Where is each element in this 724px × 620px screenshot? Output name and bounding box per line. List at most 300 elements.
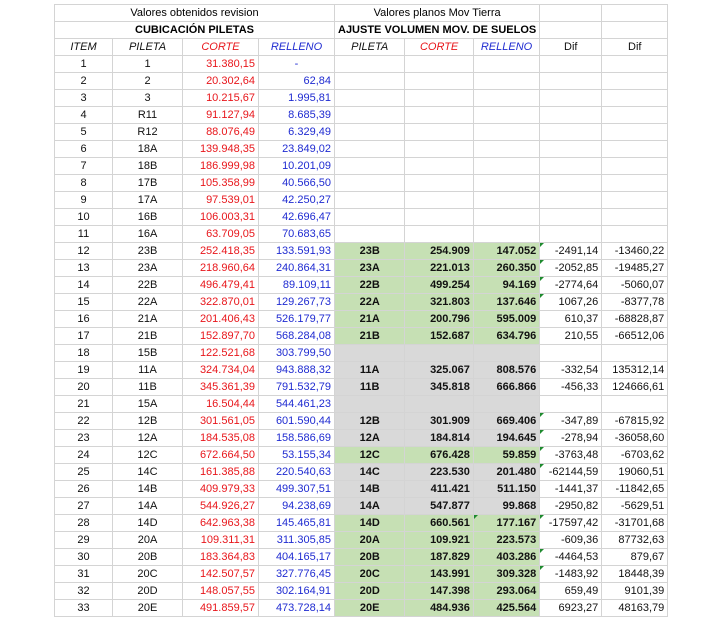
cell-corte[interactable]: 63.709,05	[183, 226, 259, 243]
cell-dif-2[interactable]: 135312,14	[602, 362, 668, 379]
cell-dif-2[interactable]: -68828,87	[602, 311, 668, 328]
cell-corte[interactable]: 148.057,55	[183, 583, 259, 600]
cell-pileta-2[interactable]: 21A	[335, 311, 405, 328]
cell-dif-2[interactable]: -13460,22	[602, 243, 668, 260]
cell-dif-1[interactable]: -609,36	[540, 532, 602, 549]
cell-relleno[interactable]: 40.566,50	[259, 175, 335, 192]
right-section-subtitle[interactable]: AJUSTE VOLUMEN MOV. DE SUELOS	[335, 22, 540, 39]
cell-item[interactable]: 24	[55, 447, 113, 464]
cell-corte[interactable]: 186.999,98	[183, 158, 259, 175]
cell-item[interactable]: 13	[55, 260, 113, 277]
left-section-title[interactable]: Valores obtenidos revision	[55, 5, 335, 22]
col-header-corte-2[interactable]: CORTE	[405, 39, 473, 56]
cell-item[interactable]: 30	[55, 549, 113, 566]
cell-pileta-2[interactable]: 20A	[335, 532, 405, 549]
cell-corte[interactable]: 88.076,49	[183, 124, 259, 141]
cell-relleno[interactable]: 70.683,65	[259, 226, 335, 243]
cell-pileta-2[interactable]	[335, 209, 405, 226]
cell-corte[interactable]: 105.358,99	[183, 175, 259, 192]
cell-relleno[interactable]: 220.540,63	[259, 464, 335, 481]
cell-corte-2[interactable]: 223.530	[405, 464, 473, 481]
cell-corte[interactable]: 16.504,44	[183, 396, 259, 413]
cell-pileta[interactable]: R11	[113, 107, 183, 124]
cell-item[interactable]: 3	[55, 90, 113, 107]
cell-dif-1[interactable]: 610,37	[540, 311, 602, 328]
cell-pileta[interactable]: 11B	[113, 379, 183, 396]
cell-pileta-2[interactable]	[335, 90, 405, 107]
cell-dif-2[interactable]: -8377,78	[602, 294, 668, 311]
cell-relleno-2[interactable]: 260.350	[473, 260, 539, 277]
left-section-subtitle[interactable]: CUBICACIÓN PILETAS	[55, 22, 335, 39]
cell-corte-2[interactable]	[405, 107, 473, 124]
cell-dif-1[interactable]: -17597,42	[540, 515, 602, 532]
cell-pileta-2[interactable]	[335, 56, 405, 73]
cell-pileta[interactable]: 20A	[113, 532, 183, 549]
cell-corte-2[interactable]: 321.803	[405, 294, 473, 311]
cell-dif-2[interactable]: -66512,06	[602, 328, 668, 345]
cell-relleno-2[interactable]	[473, 124, 539, 141]
cell-dif-1[interactable]	[540, 175, 602, 192]
cell-relleno-2[interactable]: 194.645	[473, 430, 539, 447]
cell-item[interactable]: 16	[55, 311, 113, 328]
cell-pileta[interactable]: 23A	[113, 260, 183, 277]
cell-relleno[interactable]: 791.532,79	[259, 379, 335, 396]
cell-dif-1[interactable]: -62144,59	[540, 464, 602, 481]
cell-corte-2[interactable]	[405, 141, 473, 158]
cell-dif-1[interactable]	[540, 158, 602, 175]
cell-relleno-2[interactable]: 634.796	[473, 328, 539, 345]
cell-relleno[interactable]: 42.696,47	[259, 209, 335, 226]
cell-corte[interactable]: 31.380,15	[183, 56, 259, 73]
cell-item[interactable]: 20	[55, 379, 113, 396]
cell-corte-2[interactable]: 547.877	[405, 498, 473, 515]
cell-corte-2[interactable]	[405, 226, 473, 243]
cell-pileta-2[interactable]	[335, 345, 405, 362]
cell-dif-1[interactable]	[540, 107, 602, 124]
cell-corte-2[interactable]	[405, 124, 473, 141]
cell-dif-1[interactable]: -278,94	[540, 430, 602, 447]
cell-dif-2[interactable]	[602, 158, 668, 175]
cell-relleno-2[interactable]	[473, 345, 539, 362]
cell-relleno-2[interactable]: 223.573	[473, 532, 539, 549]
cell-dif-2[interactable]	[602, 192, 668, 209]
cell-dif-1[interactable]	[540, 141, 602, 158]
cell-item[interactable]: 1	[55, 56, 113, 73]
cell-dif-2[interactable]: -11842,65	[602, 481, 668, 498]
cell-relleno[interactable]: 473.728,14	[259, 600, 335, 617]
cell-pileta[interactable]: 16B	[113, 209, 183, 226]
cell-item[interactable]: 2	[55, 73, 113, 90]
cell-dif-2[interactable]	[602, 124, 668, 141]
cell-pileta-2[interactable]	[335, 226, 405, 243]
cell-corte[interactable]: 642.963,38	[183, 515, 259, 532]
cell-pileta-2[interactable]	[335, 175, 405, 192]
cell-pileta-2[interactable]: 12C	[335, 447, 405, 464]
cell-relleno[interactable]: 568.284,08	[259, 328, 335, 345]
cell-relleno[interactable]: 327.776,45	[259, 566, 335, 583]
cell-dif-1[interactable]	[540, 396, 602, 413]
cell-relleno-2[interactable]: 666.866	[473, 379, 539, 396]
cell-pileta-2[interactable]	[335, 124, 405, 141]
col-header-corte[interactable]: CORTE	[183, 39, 259, 56]
cell-dif-2[interactable]	[602, 107, 668, 124]
cell-pileta-2[interactable]: 11A	[335, 362, 405, 379]
cell-item[interactable]: 4	[55, 107, 113, 124]
cell-item[interactable]: 14	[55, 277, 113, 294]
cell-item[interactable]: 26	[55, 481, 113, 498]
cell-dif-1[interactable]: -347,89	[540, 413, 602, 430]
cell-pileta[interactable]: 14C	[113, 464, 183, 481]
col-header-dif-2[interactable]: Dif	[602, 39, 668, 56]
cell-item[interactable]: 33	[55, 600, 113, 617]
cell-corte-2[interactable]: 301.909	[405, 413, 473, 430]
cell-corte-2[interactable]: 660.561	[405, 515, 473, 532]
col-header-relleno-2[interactable]: RELLENO	[473, 39, 539, 56]
cell-pileta-2[interactable]: 20C	[335, 566, 405, 583]
cell-corte-2[interactable]: 109.921	[405, 532, 473, 549]
cell-item[interactable]: 25	[55, 464, 113, 481]
cell-relleno[interactable]: 10.201,09	[259, 158, 335, 175]
col-header-relleno[interactable]: RELLENO	[259, 39, 335, 56]
cell-relleno[interactable]: 6.329,49	[259, 124, 335, 141]
cell-relleno-2[interactable]	[473, 158, 539, 175]
col-header-item[interactable]: ITEM	[55, 39, 113, 56]
cell-pileta-2[interactable]	[335, 73, 405, 90]
cell-corte[interactable]: 252.418,35	[183, 243, 259, 260]
cell-corte[interactable]: 109.311,31	[183, 532, 259, 549]
cell-relleno-2[interactable]: 669.406	[473, 413, 539, 430]
cell-dif-1[interactable]: 6923,27	[540, 600, 602, 617]
cell-dif-1[interactable]	[540, 124, 602, 141]
cell-pileta-2[interactable]: 20D	[335, 583, 405, 600]
cell-dif-2[interactable]	[602, 175, 668, 192]
cell-pileta[interactable]: 18A	[113, 141, 183, 158]
cell-relleno-2[interactable]	[473, 396, 539, 413]
cell-pileta[interactable]: 20B	[113, 549, 183, 566]
cell-relleno-2[interactable]	[473, 141, 539, 158]
cell-corte[interactable]: 324.734,04	[183, 362, 259, 379]
cell-corte-2[interactable]	[405, 345, 473, 362]
cell-relleno[interactable]: 129.267,73	[259, 294, 335, 311]
cell-relleno-2[interactable]: 147.052	[473, 243, 539, 260]
cell-corte[interactable]: 491.859,57	[183, 600, 259, 617]
cell-item[interactable]: 5	[55, 124, 113, 141]
cell-corte[interactable]: 345.361,39	[183, 379, 259, 396]
cell-relleno-2[interactable]	[473, 73, 539, 90]
cell-dif-2[interactable]: -36058,60	[602, 430, 668, 447]
cell-dif-1[interactable]: -332,54	[540, 362, 602, 379]
cell-pileta-2[interactable]	[335, 107, 405, 124]
cell-dif-2[interactable]	[602, 396, 668, 413]
cell-corte-2[interactable]	[405, 209, 473, 226]
cell-item[interactable]: 22	[55, 413, 113, 430]
cell-pileta-2[interactable]: 12B	[335, 413, 405, 430]
cell-pileta[interactable]: 14D	[113, 515, 183, 532]
cell-relleno-2[interactable]	[473, 209, 539, 226]
cell-dif-2[interactable]: 48163,79	[602, 600, 668, 617]
cell-relleno-2[interactable]: 808.576	[473, 362, 539, 379]
cell-relleno[interactable]: -	[259, 56, 335, 73]
cell-corte-2[interactable]: 484.936	[405, 600, 473, 617]
cell-relleno[interactable]: 42.250,27	[259, 192, 335, 209]
empty-cell[interactable]	[540, 22, 602, 39]
empty-cell[interactable]	[602, 22, 668, 39]
cell-relleno[interactable]: 544.461,23	[259, 396, 335, 413]
cell-item[interactable]: 28	[55, 515, 113, 532]
cell-pileta-2[interactable]	[335, 396, 405, 413]
cell-corte[interactable]: 139.948,35	[183, 141, 259, 158]
cell-dif-1[interactable]: -456,33	[540, 379, 602, 396]
cell-relleno[interactable]: 526.179,77	[259, 311, 335, 328]
cell-item[interactable]: 32	[55, 583, 113, 600]
cell-pileta-2[interactable]: 14D	[335, 515, 405, 532]
cell-relleno-2[interactable]: 59.859	[473, 447, 539, 464]
cell-pileta[interactable]: 17B	[113, 175, 183, 192]
cell-pileta[interactable]: 15B	[113, 345, 183, 362]
cell-relleno-2[interactable]: 177.167	[473, 515, 539, 532]
cell-pileta[interactable]: 17A	[113, 192, 183, 209]
cell-dif-1[interactable]: -4464,53	[540, 549, 602, 566]
cell-relleno-2[interactable]: 94.169	[473, 277, 539, 294]
cell-dif-1[interactable]	[540, 192, 602, 209]
cell-pileta[interactable]: 11A	[113, 362, 183, 379]
cell-item[interactable]: 29	[55, 532, 113, 549]
cell-pileta[interactable]: 20C	[113, 566, 183, 583]
cell-dif-1[interactable]: -2052,85	[540, 260, 602, 277]
cell-item[interactable]: 23	[55, 430, 113, 447]
cell-relleno[interactable]: 943.888,32	[259, 362, 335, 379]
cell-relleno-2[interactable]: 403.286	[473, 549, 539, 566]
cell-pileta[interactable]: 1	[113, 56, 183, 73]
empty-cell[interactable]	[540, 5, 602, 22]
cell-corte[interactable]: 10.215,67	[183, 90, 259, 107]
cell-pileta[interactable]: 22A	[113, 294, 183, 311]
cell-relleno[interactable]: 404.165,17	[259, 549, 335, 566]
cell-relleno[interactable]: 240.864,31	[259, 260, 335, 277]
cell-corte[interactable]: 142.507,57	[183, 566, 259, 583]
cell-relleno[interactable]: 499.307,51	[259, 481, 335, 498]
cell-corte[interactable]: 544.926,27	[183, 498, 259, 515]
cell-dif-2[interactable]: 18448,39	[602, 566, 668, 583]
cell-corte-2[interactable]	[405, 73, 473, 90]
cell-relleno-2[interactable]: 201.480	[473, 464, 539, 481]
cell-item[interactable]: 11	[55, 226, 113, 243]
cell-relleno[interactable]: 145.465,81	[259, 515, 335, 532]
cell-corte[interactable]: 322.870,01	[183, 294, 259, 311]
cell-pileta[interactable]: 15A	[113, 396, 183, 413]
cell-relleno[interactable]: 62,84	[259, 73, 335, 90]
cell-item[interactable]: 17	[55, 328, 113, 345]
cell-corte-2[interactable]	[405, 396, 473, 413]
col-header-pileta-2[interactable]: PILETA	[335, 39, 405, 56]
cell-relleno-2[interactable]: 99.868	[473, 498, 539, 515]
cell-corte-2[interactable]	[405, 90, 473, 107]
col-header-pileta[interactable]: PILETA	[113, 39, 183, 56]
cell-corte[interactable]: 152.897,70	[183, 328, 259, 345]
cell-dif-1[interactable]: 1067,26	[540, 294, 602, 311]
cell-corte[interactable]: 301.561,05	[183, 413, 259, 430]
cell-relleno[interactable]: 311.305,85	[259, 532, 335, 549]
cell-dif-2[interactable]: 19060,51	[602, 464, 668, 481]
cell-dif-2[interactable]: 9101,39	[602, 583, 668, 600]
cell-dif-1[interactable]	[540, 345, 602, 362]
cell-pileta-2[interactable]: 12A	[335, 430, 405, 447]
right-section-title[interactable]: Valores planos Mov Tierra	[335, 5, 540, 22]
cell-pileta-2[interactable]	[335, 141, 405, 158]
cell-dif-2[interactable]: -31701,68	[602, 515, 668, 532]
cell-pileta-2[interactable]: 14B	[335, 481, 405, 498]
cell-relleno[interactable]: 303.799,50	[259, 345, 335, 362]
cell-pileta[interactable]: 18B	[113, 158, 183, 175]
cell-item[interactable]: 8	[55, 175, 113, 192]
cell-relleno-2[interactable]	[473, 56, 539, 73]
cell-relleno-2[interactable]: 137.646	[473, 294, 539, 311]
cell-pileta-2[interactable]: 23A	[335, 260, 405, 277]
cell-dif-2[interactable]	[602, 209, 668, 226]
cell-corte[interactable]: 161.385,88	[183, 464, 259, 481]
cell-corte[interactable]: 201.406,43	[183, 311, 259, 328]
cell-pileta[interactable]: 12B	[113, 413, 183, 430]
cell-relleno[interactable]: 23.849,02	[259, 141, 335, 158]
cell-corte[interactable]: 106.003,31	[183, 209, 259, 226]
cell-pileta[interactable]: 20E	[113, 600, 183, 617]
cell-dif-2[interactable]: 879,67	[602, 549, 668, 566]
cell-corte-2[interactable]	[405, 175, 473, 192]
cell-corte[interactable]: 97.539,01	[183, 192, 259, 209]
cell-relleno-2[interactable]: 309.328	[473, 566, 539, 583]
cell-relleno-2[interactable]: 511.150	[473, 481, 539, 498]
cell-corte[interactable]: 672.664,50	[183, 447, 259, 464]
cell-corte-2[interactable]: 411.421	[405, 481, 473, 498]
cell-dif-2[interactable]: -6703,62	[602, 447, 668, 464]
cell-item[interactable]: 31	[55, 566, 113, 583]
cell-pileta-2[interactable]: 23B	[335, 243, 405, 260]
cell-dif-2[interactable]: 124666,61	[602, 379, 668, 396]
cell-item[interactable]: 19	[55, 362, 113, 379]
cell-pileta-2[interactable]	[335, 158, 405, 175]
cell-corte[interactable]: 20.302,64	[183, 73, 259, 90]
cell-pileta[interactable]: 21A	[113, 311, 183, 328]
cell-dif-1[interactable]: -3763,48	[540, 447, 602, 464]
cell-dif-1[interactable]	[540, 209, 602, 226]
cell-corte-2[interactable]: 200.796	[405, 311, 473, 328]
cell-corte-2[interactable]: 143.991	[405, 566, 473, 583]
cell-dif-1[interactable]: -1483,92	[540, 566, 602, 583]
cell-pileta[interactable]: R12	[113, 124, 183, 141]
cell-pileta[interactable]: 14B	[113, 481, 183, 498]
cell-corte[interactable]: 122.521,68	[183, 345, 259, 362]
cell-corte-2[interactable]: 152.687	[405, 328, 473, 345]
cell-relleno[interactable]: 1.995,81	[259, 90, 335, 107]
cell-corte[interactable]: 496.479,41	[183, 277, 259, 294]
cell-dif-2[interactable]	[602, 90, 668, 107]
cell-pileta[interactable]: 2	[113, 73, 183, 90]
cell-item[interactable]: 10	[55, 209, 113, 226]
cell-relleno[interactable]: 8.685,39	[259, 107, 335, 124]
cell-dif-1[interactable]: 210,55	[540, 328, 602, 345]
cell-relleno[interactable]: 601.590,44	[259, 413, 335, 430]
cell-item[interactable]: 18	[55, 345, 113, 362]
cell-item[interactable]: 27	[55, 498, 113, 515]
cell-corte-2[interactable]: 345.818	[405, 379, 473, 396]
cell-relleno-2[interactable]	[473, 175, 539, 192]
cell-pileta[interactable]: 12C	[113, 447, 183, 464]
cell-dif-1[interactable]: -2774,64	[540, 277, 602, 294]
cell-dif-2[interactable]: 87732,63	[602, 532, 668, 549]
cell-dif-1[interactable]: 659,49	[540, 583, 602, 600]
cell-pileta[interactable]: 23B	[113, 243, 183, 260]
cell-relleno[interactable]: 302.164,91	[259, 583, 335, 600]
cell-corte-2[interactable]: 499.254	[405, 277, 473, 294]
cell-dif-1[interactable]	[540, 73, 602, 90]
cell-relleno-2[interactable]: 425.564	[473, 600, 539, 617]
cell-relleno-2[interactable]: 293.064	[473, 583, 539, 600]
cell-pileta[interactable]: 14A	[113, 498, 183, 515]
cell-dif-2[interactable]: -67815,92	[602, 413, 668, 430]
cell-pileta[interactable]: 22B	[113, 277, 183, 294]
empty-cell[interactable]	[602, 5, 668, 22]
cell-corte-2[interactable]: 187.829	[405, 549, 473, 566]
cell-corte-2[interactable]	[405, 158, 473, 175]
cell-pileta[interactable]: 3	[113, 90, 183, 107]
cell-corte-2[interactable]: 676.428	[405, 447, 473, 464]
cell-pileta[interactable]: 21B	[113, 328, 183, 345]
cell-pileta-2[interactable]: 21B	[335, 328, 405, 345]
cell-dif-1[interactable]: -2950,82	[540, 498, 602, 515]
cell-corte[interactable]: 91.127,94	[183, 107, 259, 124]
cell-pileta[interactable]: 20D	[113, 583, 183, 600]
cell-dif-2[interactable]: -19485,27	[602, 260, 668, 277]
cell-pileta[interactable]: 16A	[113, 226, 183, 243]
cell-dif-2[interactable]: -5629,51	[602, 498, 668, 515]
cell-dif-2[interactable]	[602, 73, 668, 90]
cell-dif-2[interactable]: -5060,07	[602, 277, 668, 294]
cell-item[interactable]: 9	[55, 192, 113, 209]
col-header-dif-1[interactable]: Dif	[540, 39, 602, 56]
cell-pileta-2[interactable]: 14A	[335, 498, 405, 515]
cell-item[interactable]: 21	[55, 396, 113, 413]
cell-pileta-2[interactable]: 20B	[335, 549, 405, 566]
cell-pileta-2[interactable]: 20E	[335, 600, 405, 617]
cell-relleno[interactable]: 89.109,11	[259, 277, 335, 294]
cell-corte[interactable]: 184.535,08	[183, 430, 259, 447]
cell-pileta-2[interactable]: 14C	[335, 464, 405, 481]
cell-item[interactable]: 12	[55, 243, 113, 260]
cell-dif-1[interactable]	[540, 226, 602, 243]
cell-dif-1[interactable]: -2491,14	[540, 243, 602, 260]
cell-relleno-2[interactable]	[473, 107, 539, 124]
cell-corte-2[interactable]: 254.909	[405, 243, 473, 260]
cell-pileta[interactable]: 12A	[113, 430, 183, 447]
cell-item[interactable]: 6	[55, 141, 113, 158]
cell-corte-2[interactable]: 184.814	[405, 430, 473, 447]
cell-pileta-2[interactable]: 22B	[335, 277, 405, 294]
cell-relleno-2[interactable]	[473, 192, 539, 209]
cell-dif-1[interactable]	[540, 56, 602, 73]
cell-pileta-2[interactable]	[335, 192, 405, 209]
cell-dif-2[interactable]	[602, 141, 668, 158]
cell-corte[interactable]: 183.364,83	[183, 549, 259, 566]
cell-corte-2[interactable]: 221.013	[405, 260, 473, 277]
cell-relleno[interactable]: 94.238,69	[259, 498, 335, 515]
cell-corte-2[interactable]	[405, 192, 473, 209]
cell-corte-2[interactable]: 325.067	[405, 362, 473, 379]
cell-corte[interactable]: 218.960,64	[183, 260, 259, 277]
cell-relleno-2[interactable]	[473, 90, 539, 107]
cell-dif-2[interactable]	[602, 226, 668, 243]
cell-dif-2[interactable]	[602, 56, 668, 73]
cell-item[interactable]: 15	[55, 294, 113, 311]
